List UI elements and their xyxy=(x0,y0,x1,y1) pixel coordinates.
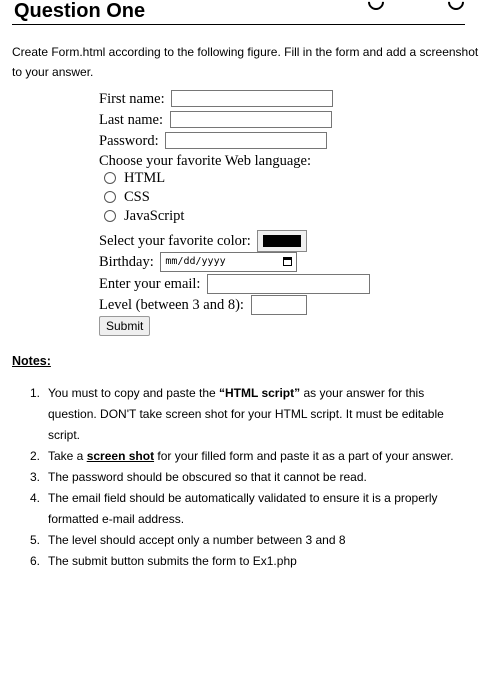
note-bold-text: “HTML script” xyxy=(219,386,301,400)
last-name-label: Last name: xyxy=(99,111,164,128)
color-row xyxy=(99,229,307,251)
cut-off-bracket-left xyxy=(365,0,388,13)
password-label: Password: xyxy=(99,132,159,149)
email-label: Enter your email: xyxy=(99,275,201,292)
list-item xyxy=(30,383,470,446)
note-text: as your answer for this question. DON'T take screen shot for your HTML script. It must be editable script. xyxy=(48,386,444,442)
color-label: Select your favorite color: xyxy=(99,232,251,249)
radio-button[interactable] xyxy=(104,191,116,203)
password-row xyxy=(99,130,327,150)
radio-html[interactable] xyxy=(104,168,165,188)
last-name-row xyxy=(99,109,332,129)
language-question-label: Choose your favorite Web language: xyxy=(99,152,311,169)
radio-label-css: CSS xyxy=(124,189,150,205)
email-row xyxy=(99,273,370,293)
level-label: Level (between 3 and 8): xyxy=(99,296,244,313)
list-number: 3. xyxy=(30,470,41,484)
note-text: for your filled form and paste it as a part of your answer. xyxy=(154,449,454,463)
note-bold-text: screen shot xyxy=(86,449,155,463)
list-number: 6. xyxy=(30,554,41,568)
radio-css[interactable] xyxy=(104,187,150,207)
notes-list xyxy=(30,383,470,572)
page-title: Question One xyxy=(14,0,146,22)
title-underline xyxy=(12,24,465,25)
note-text: The submit button submits the form to Ex1.php xyxy=(48,554,297,568)
list-item xyxy=(30,488,470,530)
first-name-row xyxy=(99,88,333,108)
color-picker[interactable] xyxy=(257,230,307,252)
password-input[interactable] xyxy=(165,132,327,149)
first-name-label: First name: xyxy=(99,90,165,107)
radio-button[interactable] xyxy=(104,172,116,184)
note-text: The level should accept only a number between 3 and 8 xyxy=(48,533,346,547)
note-text: The email field should be automatically validated to ensure it is a properly formatted e-mail address. xyxy=(48,491,438,526)
level-input[interactable] xyxy=(251,295,307,315)
level-row xyxy=(99,294,307,314)
radio-label-html: HTML xyxy=(124,170,166,186)
list-item xyxy=(30,530,470,551)
radio-javascript[interactable] xyxy=(104,206,184,226)
calendar-icon[interactable] xyxy=(283,257,292,266)
list-number: 5. xyxy=(30,533,41,547)
email-input[interactable] xyxy=(207,274,370,294)
instructions-text: Create Form.html according to the following figure. Fill in the form and add a screenshot to your answer. xyxy=(12,45,479,79)
birthday-input[interactable] xyxy=(160,252,297,272)
birthday-row xyxy=(99,251,297,271)
list-item xyxy=(30,467,470,488)
note-text: Take a xyxy=(48,449,87,463)
list-item xyxy=(30,551,470,572)
submit-button[interactable]: Submit xyxy=(99,316,150,336)
birthday-placeholder: mm/dd/yyyy xyxy=(165,255,226,267)
notes-heading: Notes: xyxy=(12,354,51,368)
radio-label-javascript: JavaScript xyxy=(124,208,185,224)
list-number: 1. xyxy=(30,386,41,400)
note-text: The password should be obscured so that it cannot be read. xyxy=(48,470,367,484)
note-text: You must to copy and paste the xyxy=(48,386,220,400)
color-swatch xyxy=(263,235,301,247)
language-question xyxy=(99,150,311,170)
first-name-input[interactable] xyxy=(171,90,333,107)
cut-off-bracket-right xyxy=(445,0,468,13)
list-item xyxy=(30,446,470,467)
birthday-label: Birthday: xyxy=(99,253,154,270)
last-name-input[interactable] xyxy=(170,111,332,128)
radio-button[interactable] xyxy=(104,210,116,222)
list-number: 2. xyxy=(30,449,41,463)
list-number: 4. xyxy=(30,491,41,505)
